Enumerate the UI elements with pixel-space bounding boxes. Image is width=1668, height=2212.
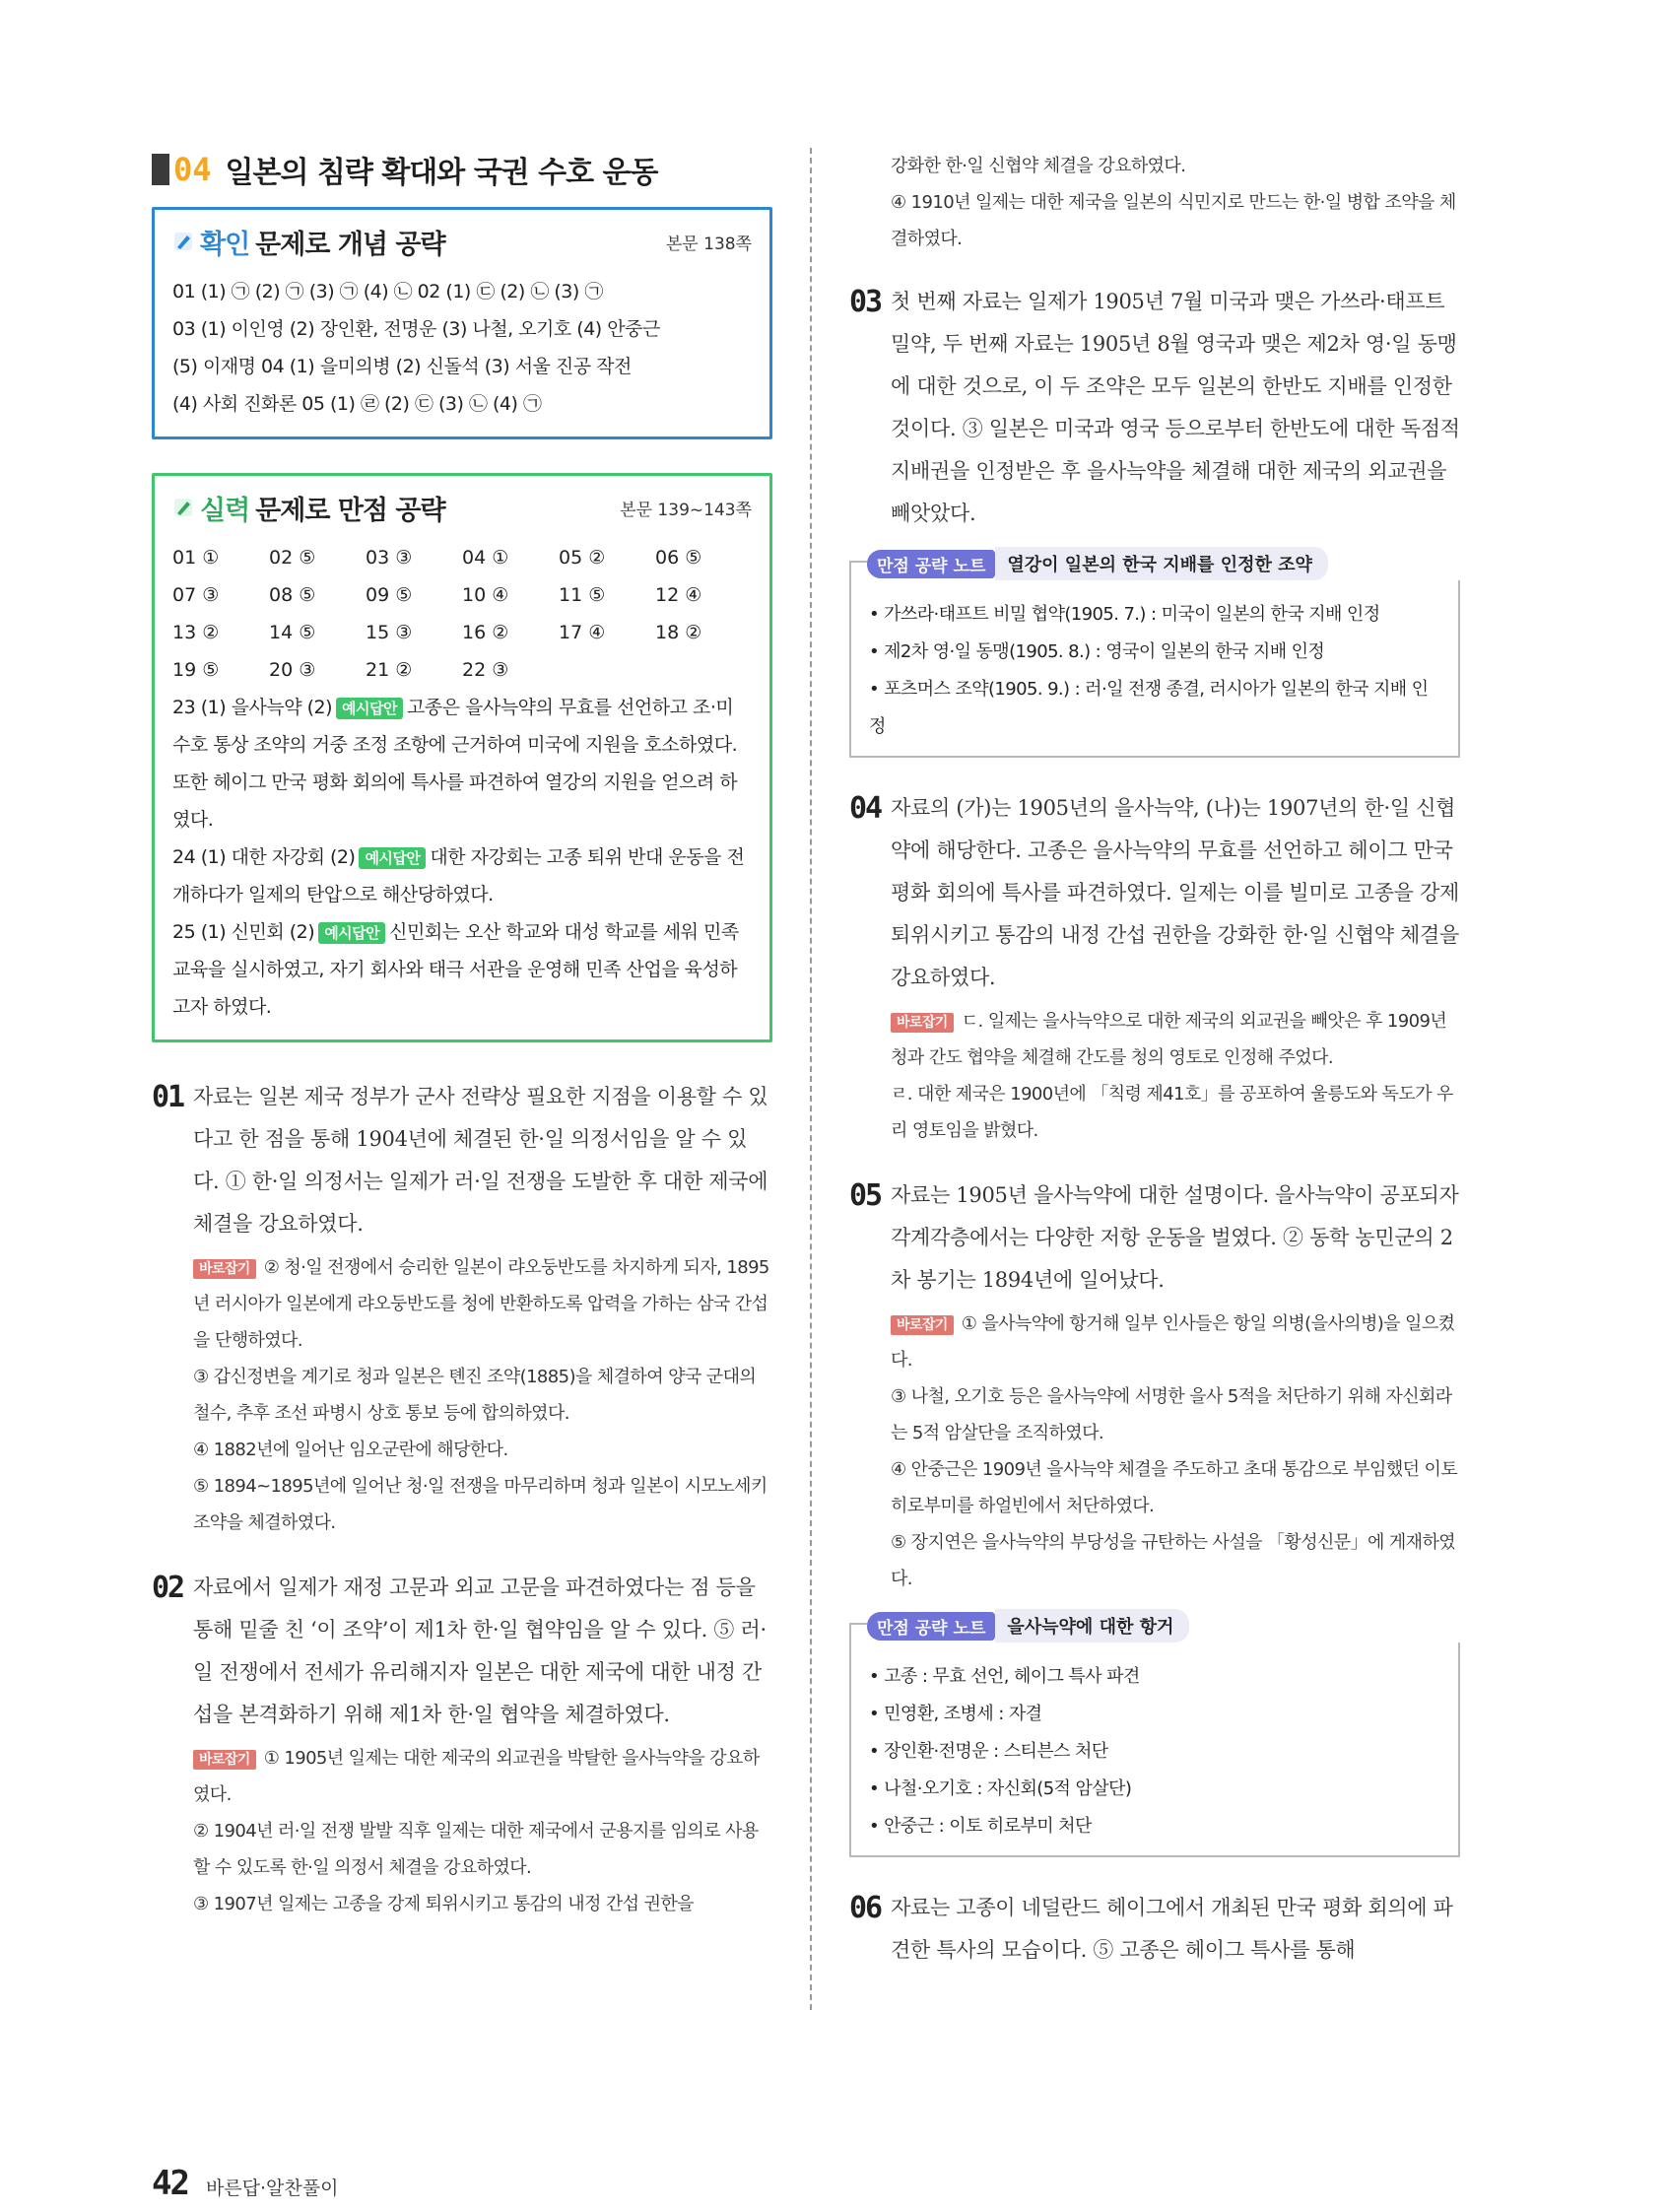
study-note-treaties	[849, 555, 1460, 758]
note-header	[867, 547, 1460, 580]
correction-text: ④ 1882년에 일어난 임오군란에 해당한다.	[193, 1440, 508, 1460]
box-title-text: 문제로 개념 공략	[255, 229, 445, 260]
answer-cell: 05 ②	[559, 547, 606, 569]
answer-prefix: 23 (1) 을사늑약 (2)	[172, 697, 333, 718]
answer-line: (4) 사회 진화론 05 (1) ㉣ (2) ㉢ (3) ㉡ (4) ㉠	[172, 393, 542, 415]
note-item: • 가쓰라·태프트 비밀 협약(1905. 7.) : 미국이 일본의 한국 지배 인정	[869, 596, 1440, 634]
correction-block	[891, 1003, 1460, 1149]
answer-cell: 07 ③	[172, 584, 220, 606]
answer-cell: 20 ③	[269, 659, 316, 681]
page-number: 42	[152, 2164, 188, 2203]
correction-text: ① 1905년 일제는 대한 제국의 외교권을 박탈한 을사늑약을 강요하였다.	[193, 1748, 760, 1805]
answer-24	[172, 838, 752, 913]
correction-text: ㄷ. 일제는 을사늑약으로 대한 제국의 외교권을 빼앗은 후 1909년 청과 간도 협약을 체결해 간도를 청의 영토로 인정해 주었다.	[891, 1011, 1447, 1068]
explanation-04	[849, 787, 1460, 1149]
page-reference: 본문 139~143쪽	[620, 500, 752, 520]
explanation-02	[152, 1567, 772, 1922]
correction-text: ③ 1907년 일제는 고종을 강제 퇴위시키고 통감의 내정 간섭 권한을	[193, 1894, 694, 1914]
note-item: • 포츠머스 조약(1905. 9.) : 러·일 전쟁 종결, 러시아가 일본의 한국 지배 인정	[869, 671, 1440, 746]
note-title: 을사늑약에 대한 항거	[995, 1609, 1189, 1642]
note-item: • 장인환·전명운 : 스티븐스 처단	[869, 1733, 1440, 1771]
correction-text: ③ 나철, 오기호 등은 을사늑약에 서명한 을사 5적을 처단하기 위해 자신회라는 5적 암살단을 조직하였다.	[891, 1386, 1452, 1443]
answer-cell: 14 ⑤	[269, 622, 316, 643]
explanation-text: 자료의 (가)는 1905년의 을사늑약, (나)는 1907년의 한·일 신협약에 해당한다. 고종은 을사늑약의 무효를 선언하고 헤이그 만국 평화 회의에 특사를 파견하였다. 일제는 이를 빌미로 고종을 강제 퇴위시키고 통감의 내정 간섭 권한을 강화한 한·일 신협약 체결을 강요하였다.	[891, 796, 1460, 989]
note-item: • 안중근 : 이토 히로부미 처단	[869, 1808, 1440, 1845]
answer-cell: 12 ④	[655, 584, 702, 606]
answer-line: 01 (1) ㉠ (2) ㉠ (3) ㉠ (4) ㉡ 02 (1) ㉢ (2) ㉡ (3) ㉠	[172, 281, 603, 302]
answer-text: 대한 자강회는 고종 퇴위 반대 운동을 전개하다가 일제의 탄압으로 해산당하였다.	[172, 846, 745, 905]
note-item: • 나철·오기호 : 자신회(5적 암살단)	[869, 1771, 1440, 1808]
question-number: 02	[152, 1571, 184, 1605]
section-number-text: 04	[173, 151, 212, 188]
answer-cell: 17 ④	[559, 622, 606, 643]
note-label: 만점 공략 노트	[867, 1612, 995, 1641]
box-title	[172, 223, 445, 261]
section-number	[152, 152, 212, 187]
question-number: 03	[849, 285, 882, 319]
answer-cell: 11 ⑤	[559, 584, 606, 606]
correction-text: ③ 갑신정변을 계기로 청과 일본은 톈진 조약(1885)을 체결하여 양국 군대의 철수, 추후 조선 파병시 상호 통보 등에 합의하였다.	[193, 1367, 757, 1424]
answer-text: 신민회는 오산 학교와 대성 학교를 세워 민족 교육을 실시하였고, 자기 회사와 태극 서관을 운영해 민족 산업을 육성하고자 하였다.	[172, 921, 739, 1018]
note-label: 만점 공략 노트	[867, 550, 995, 578]
answer-cell: 13 ②	[172, 622, 220, 643]
correction-text: 강화한 한·일 신협약 체결을 강요하였다.	[891, 156, 1186, 176]
note-header	[867, 1609, 1460, 1642]
question-number: 05	[849, 1178, 882, 1213]
box-header	[172, 220, 752, 263]
correction-text: ④ 안중근은 1909년 을사늑약 체결을 주도하고 초대 통감으로 부임했던 이토 히로부미를 하얼빈에서 처단하였다.	[891, 1459, 1458, 1516]
right-column	[849, 148, 1460, 1997]
explanation-text: 자료에서 일제가 재정 고문과 외교 고문을 파견하였다는 점 등을 통해 밑줄 친 ‘이 조약’이 제1차 한·일 협약임을 알 수 있다. ⑤ 러·일 전쟁에서 전세가 유리해지자 일본은 대한 제국에 대한 내정 간섭을 본격화하기 위해 제1차 한·일 협약을 체결하였다.	[193, 1575, 767, 1726]
answer-line: 03 (1) 이인영 (2) 장인환, 전명운 (3) 나철, 오기호 (4) 안중근	[172, 318, 660, 340]
box-title-text: 문제로 만점 공략	[255, 495, 445, 526]
correction-text: ⑤ 장지연은 을사늑약의 부당성을 규탄하는 사설을 「황성신문」에 게재하였다.	[891, 1532, 1456, 1589]
pencil-icon	[172, 231, 194, 252]
example-answer-tag: 예시답안	[359, 847, 426, 869]
note-item: • 민영환, 조병세 : 자결	[869, 1696, 1440, 1733]
answer-cell: 16 ②	[462, 622, 509, 643]
note-item: • 제2차 영·일 동맹(1905. 8.) : 영국이 일본의 한국 지배 인정	[869, 634, 1440, 671]
page-footer	[152, 2164, 338, 2203]
explanation-06	[849, 1887, 1460, 1972]
section-title-text: 일본의 침략 확대와 국권 수호 운동	[225, 156, 658, 190]
example-answer-tag: 예시답안	[336, 698, 403, 719]
explanation-text: 자료는 1905년 을사늑약에 대한 설명이다. 을사늑약이 공포되자 각계각층에서는 다양한 저항 운동을 벌였다. ② 동학 농민군의 2차 봉기는 1894년에 일어났다.	[891, 1183, 1459, 1292]
answer-cell: 08 ⑤	[269, 584, 316, 606]
answer-cell: 19 ⑤	[172, 659, 220, 681]
box-title	[172, 489, 445, 527]
book-title: 바른답·알찬풀이	[205, 2178, 339, 2199]
answer-cell: 04 ①	[462, 547, 509, 569]
answer-cell: 22 ③	[462, 659, 509, 681]
note-item: • 고종 : 무효 선언, 헤이그 특사 파견	[869, 1658, 1440, 1696]
correction-block-continued	[849, 148, 1460, 257]
answer-cell: 06 ⑤	[655, 547, 702, 569]
section-marker-icon	[152, 154, 169, 185]
correction-text: ② 청·일 전쟁에서 승리한 일본이 랴오둥반도를 차지하게 되자, 1895년 러시아가 일본에게 랴오둥반도를 청에 반환하도록 압력을 가하는 삼국 간섭을 단행하였다.	[193, 1257, 769, 1351]
correction-text: ② 1904년 러·일 전쟁 발발 직후 일제는 대한 제국에서 군용지를 임의로 사용할 수 있도록 한·일 의정서 체결을 강요하였다.	[193, 1821, 759, 1878]
correction-tag: 바로잡기	[891, 1013, 954, 1033]
pencil-icon	[172, 497, 194, 518]
answer-grid	[172, 539, 752, 689]
answer-cell: 10 ④	[462, 584, 509, 606]
answer-cell: 01 ①	[172, 547, 220, 569]
page-reference: 본문 138쪽	[665, 234, 752, 254]
explanation-05	[849, 1174, 1460, 1597]
answer-cell: 09 ⑤	[366, 584, 413, 606]
explanation-text: 자료는 일본 제국 정부가 군사 전략상 필요한 지점을 이용할 수 있다고 한 점을 통해 1904년에 체결된 한·일 의정서임을 알 수 있다. ① 한·일 의정서는 일제가 러·일 전쟁을 도발한 후 대한 제국에 체결을 강요하였다.	[193, 1085, 768, 1236]
box-header	[172, 486, 752, 529]
correction-block	[193, 1249, 772, 1541]
correction-text: ㄹ. 대한 제국은 1900년에 「칙령 제41호」를 공포하여 울릉도와 독도가 우리 영토임을 밝혔다.	[891, 1084, 1453, 1141]
correction-text: ④ 1910년 일제는 대한 제국을 일본의 식민지로 만드는 한·일 병합 조약을 체결하였다.	[891, 192, 1456, 249]
answer-text: 고종은 을사늑약의 무효를 선언하고 조·미 수호 통상 조약의 거중 조정 조항에 근거하여 미국에 지원을 호소하였다. 또한 헤이그 만국 평화 회의에 특사를 파견하여 열강의 지원을 얻으려 하였다.	[172, 697, 738, 831]
answer-23	[172, 689, 752, 838]
question-number: 06	[849, 1891, 882, 1925]
explanation-01	[152, 1076, 772, 1541]
answer-cell: 02 ⑤	[269, 547, 316, 569]
box-title-key: 확인	[200, 229, 250, 260]
explanation-text: 자료는 고종이 네덜란드 헤이그에서 개최된 만국 평화 회의에 파견한 특사의 모습이다. ⑤ 고종은 헤이그 특사를 통해	[891, 1896, 1453, 1962]
correction-block	[891, 1306, 1460, 1597]
answer-cell: 21 ②	[366, 659, 413, 681]
example-answer-tag: 예시답안	[318, 922, 385, 944]
correction-tag: 바로잡기	[193, 1259, 256, 1279]
answer-prefix: 25 (1) 신민회 (2)	[172, 921, 315, 943]
answer-cell: 03 ③	[366, 547, 413, 569]
practice-answers-box	[152, 473, 772, 1042]
answer-cell: 18 ②	[655, 622, 702, 643]
column-divider	[810, 148, 812, 2010]
answer-cell: 15 ③	[366, 622, 413, 643]
answer-prefix: 24 (1) 대한 자강회 (2)	[172, 846, 356, 868]
answer-line: (5) 이재명 04 (1) 을미의병 (2) 신돌석 (3) 서울 진공 작전	[172, 356, 632, 377]
correction-tag: 바로잡기	[891, 1315, 954, 1335]
correction-text: ⑤ 1894~1895년에 일어난 청·일 전쟁을 마무리하며 청과 일본이 시모노세키 조약을 체결하였다.	[193, 1476, 767, 1533]
correction-tag: 바로잡기	[193, 1750, 256, 1770]
correction-text: ① 을사늑약에 항거해 일부 인사들은 항일 의병(을사의병)을 일으켰다.	[891, 1313, 1455, 1371]
question-number: 01	[152, 1080, 184, 1114]
explanation-03	[849, 281, 1460, 535]
question-number: 04	[849, 791, 882, 826]
explanation-text: 첫 번째 자료는 일제가 1905년 7월 미국과 맺은 가쓰라·태프트 밀약, 두 번째 자료는 1905년 8월 영국과 맺은 제2차 영·일 동맹에 대한 것으로, 이 두 조약은 모두 일본의 한반도 지배를 인정한 것이다. ③ 일본은 미국과 영국 등으로부터 한반도에 대한 독점적 지배권을 인정받은 후 을사늑약을 체결해 대한 제국의 외교권을 빼앗았다.	[891, 290, 1460, 525]
section-title	[152, 148, 772, 191]
check-answers-box	[152, 207, 772, 439]
correction-block	[193, 1740, 772, 1922]
box-title-key: 실력	[200, 495, 250, 526]
note-title: 열강이 일본의 한국 지배를 인정한 조약	[995, 547, 1328, 580]
left-column	[152, 148, 772, 1948]
answer-25	[172, 913, 752, 1026]
study-note-resistance	[849, 1617, 1460, 1857]
